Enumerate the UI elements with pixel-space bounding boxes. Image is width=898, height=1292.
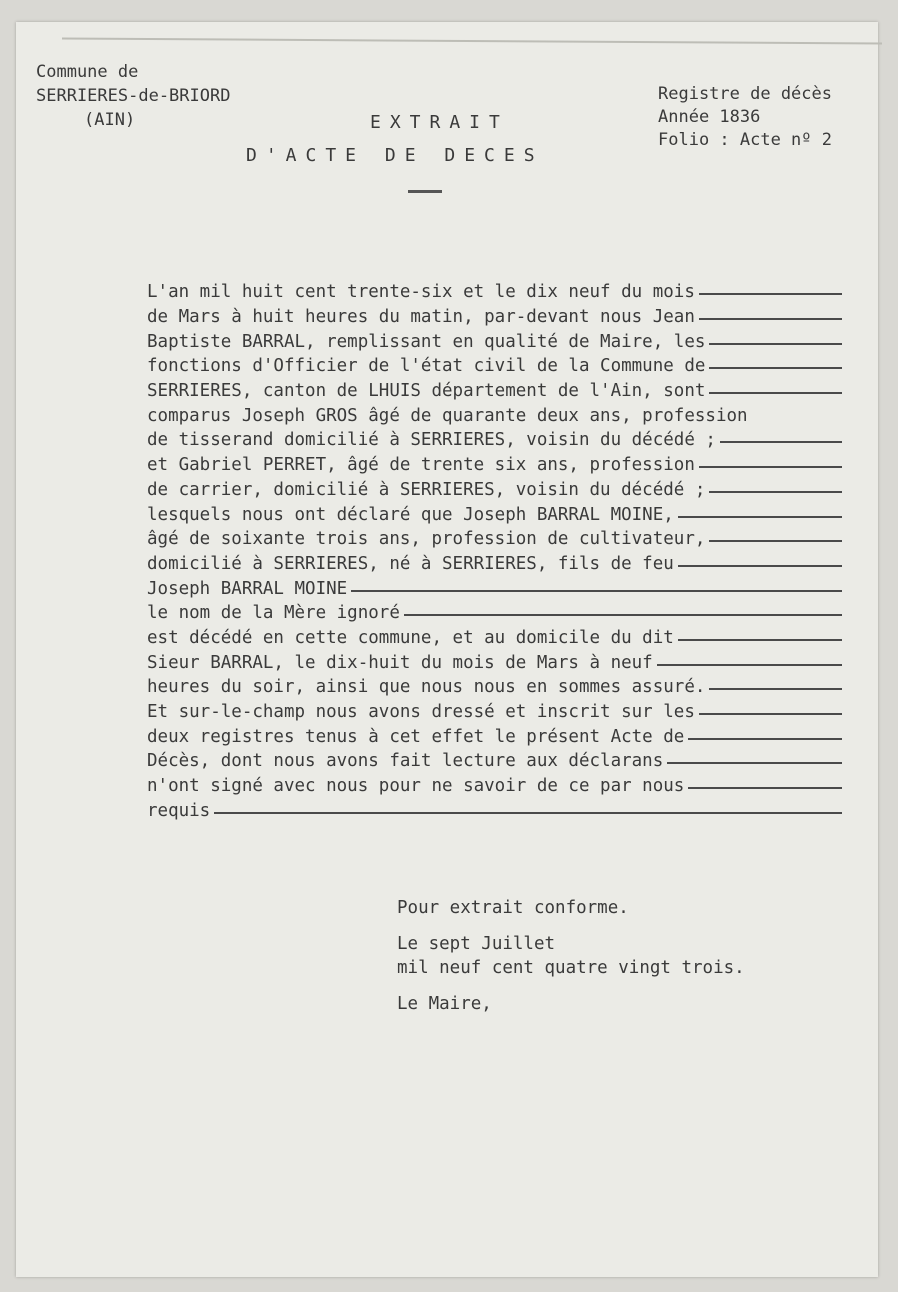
body-line-text: de Mars à huit heures du matin, par-devant nous Jean [147, 307, 695, 328]
closing-date-line1: Le sept Juillet [397, 934, 556, 954]
commune-block [36, 60, 230, 132]
body-line [147, 700, 842, 725]
body-line [147, 329, 842, 354]
register-type: Registre de décès [658, 84, 832, 104]
body-line [147, 379, 842, 404]
line-filler-dash [351, 590, 842, 592]
body-line-text: domicilié à SERRIERES, né à SERRIERES, fils de feu [147, 553, 674, 574]
line-filler-dash [699, 293, 842, 295]
line-filler-dash [709, 491, 842, 493]
line-filler-dash [709, 688, 842, 690]
paper-edge-line [62, 37, 882, 44]
body-line [147, 774, 842, 799]
closing-signatory: Le Maire, [397, 994, 492, 1014]
body-line [147, 428, 842, 453]
body-line-text: n'ont signé avec nous pour ne savoir de ce par nous [147, 776, 685, 797]
body-line-text: est décédé en cette commune, et au domicile du dit [147, 627, 674, 648]
body-line [147, 280, 842, 305]
body-line-text: Et sur-le-champ nous avons dressé et inscrit sur les [147, 702, 695, 723]
act-body [147, 280, 842, 823]
line-filler-dash [709, 540, 842, 542]
commune-line: Commune de [36, 62, 139, 82]
body-line [147, 478, 842, 503]
body-line-text: fonctions d'Officier de l'état civil de la Commune de [147, 356, 706, 377]
body-line [147, 601, 842, 626]
commune-name: SERRIERES-de-BRIORD [36, 86, 231, 106]
line-filler-dash [678, 565, 842, 567]
body-line-text: le nom de la Mère ignoré [147, 603, 400, 624]
line-filler-dash [688, 787, 842, 789]
body-line [147, 527, 842, 552]
body-line [147, 798, 842, 823]
closing-date-line2: mil neuf cent quatre vingt trois. [397, 958, 745, 978]
body-line-text: Décès, dont nous avons fait lecture aux déclarans [147, 751, 664, 772]
body-line-text: Baptiste BARRAL, remplissant en qualité de Maire, les [147, 331, 706, 352]
body-line-text: Sieur BARRAL, le dix-huit du mois de Mars à neuf [147, 652, 653, 673]
line-filler-dash [699, 318, 842, 320]
body-line [147, 552, 842, 577]
line-filler-dash [657, 664, 842, 666]
body-line [147, 675, 842, 700]
department: (AIN) [84, 110, 136, 130]
line-filler-dash [709, 343, 842, 345]
line-filler-dash [214, 812, 842, 814]
body-line-text: âgé de soixante trois ans, profession de cultivateur, [147, 529, 706, 550]
line-filler-dash [699, 713, 842, 715]
body-line-text: et Gabriel PERRET, âgé de trente six ans, profession [147, 455, 695, 476]
body-line [147, 354, 842, 379]
line-filler-dash [709, 392, 842, 394]
closing-conforme: Pour extrait conforme. [397, 898, 629, 918]
line-filler-dash [699, 466, 842, 468]
line-filler-dash [678, 639, 842, 641]
line-filler-dash [720, 441, 842, 443]
body-line [147, 403, 842, 428]
title-acte-de-deces: D'ACTE DE DECES [246, 145, 544, 166]
body-line [147, 305, 842, 330]
body-line-text: requis [147, 800, 211, 821]
closing-block [397, 896, 745, 1016]
body-line-text: Joseph BARRAL MOINE [147, 578, 348, 599]
body-line-text: SERRIERES, canton de LHUIS département de l'Ain, sont [147, 381, 706, 402]
register-folio: Folio : Acte nº 2 [658, 130, 832, 150]
body-line [147, 749, 842, 774]
line-filler-dash [678, 516, 842, 518]
register-year: Année 1836 [658, 107, 761, 127]
body-line-text: de tisserand domicilié à SERRIERES, voisin du décédé ; [147, 430, 716, 451]
body-line-text: heures du soir, ainsi que nous nous en sommes assuré. [147, 677, 706, 698]
line-filler-dash [688, 738, 842, 740]
body-line-text: comparus Joseph GROS âgé de quarante deux ans, profession [147, 405, 748, 426]
title-extrait: EXTRAIT [370, 112, 509, 133]
body-line-text: lesquels nous ont déclaré que Joseph BARRAL MOINE, [147, 504, 674, 525]
line-filler-dash [404, 614, 842, 616]
body-line [147, 502, 842, 527]
body-line-text: deux registres tenus à cet effet le présent Acte de [147, 726, 685, 747]
title-underline [408, 190, 442, 193]
body-line [147, 650, 842, 675]
line-filler-dash [667, 762, 842, 764]
line-filler-dash [709, 367, 842, 369]
body-line [147, 453, 842, 478]
body-line [147, 626, 842, 651]
body-line [147, 724, 842, 749]
body-line [147, 576, 842, 601]
body-line-text: de carrier, domicilié à SERRIERES, voisin du décédé ; [147, 479, 706, 500]
register-block [658, 83, 832, 152]
body-line-text: L'an mil huit cent trente-six et le dix neuf du mois [147, 282, 695, 303]
